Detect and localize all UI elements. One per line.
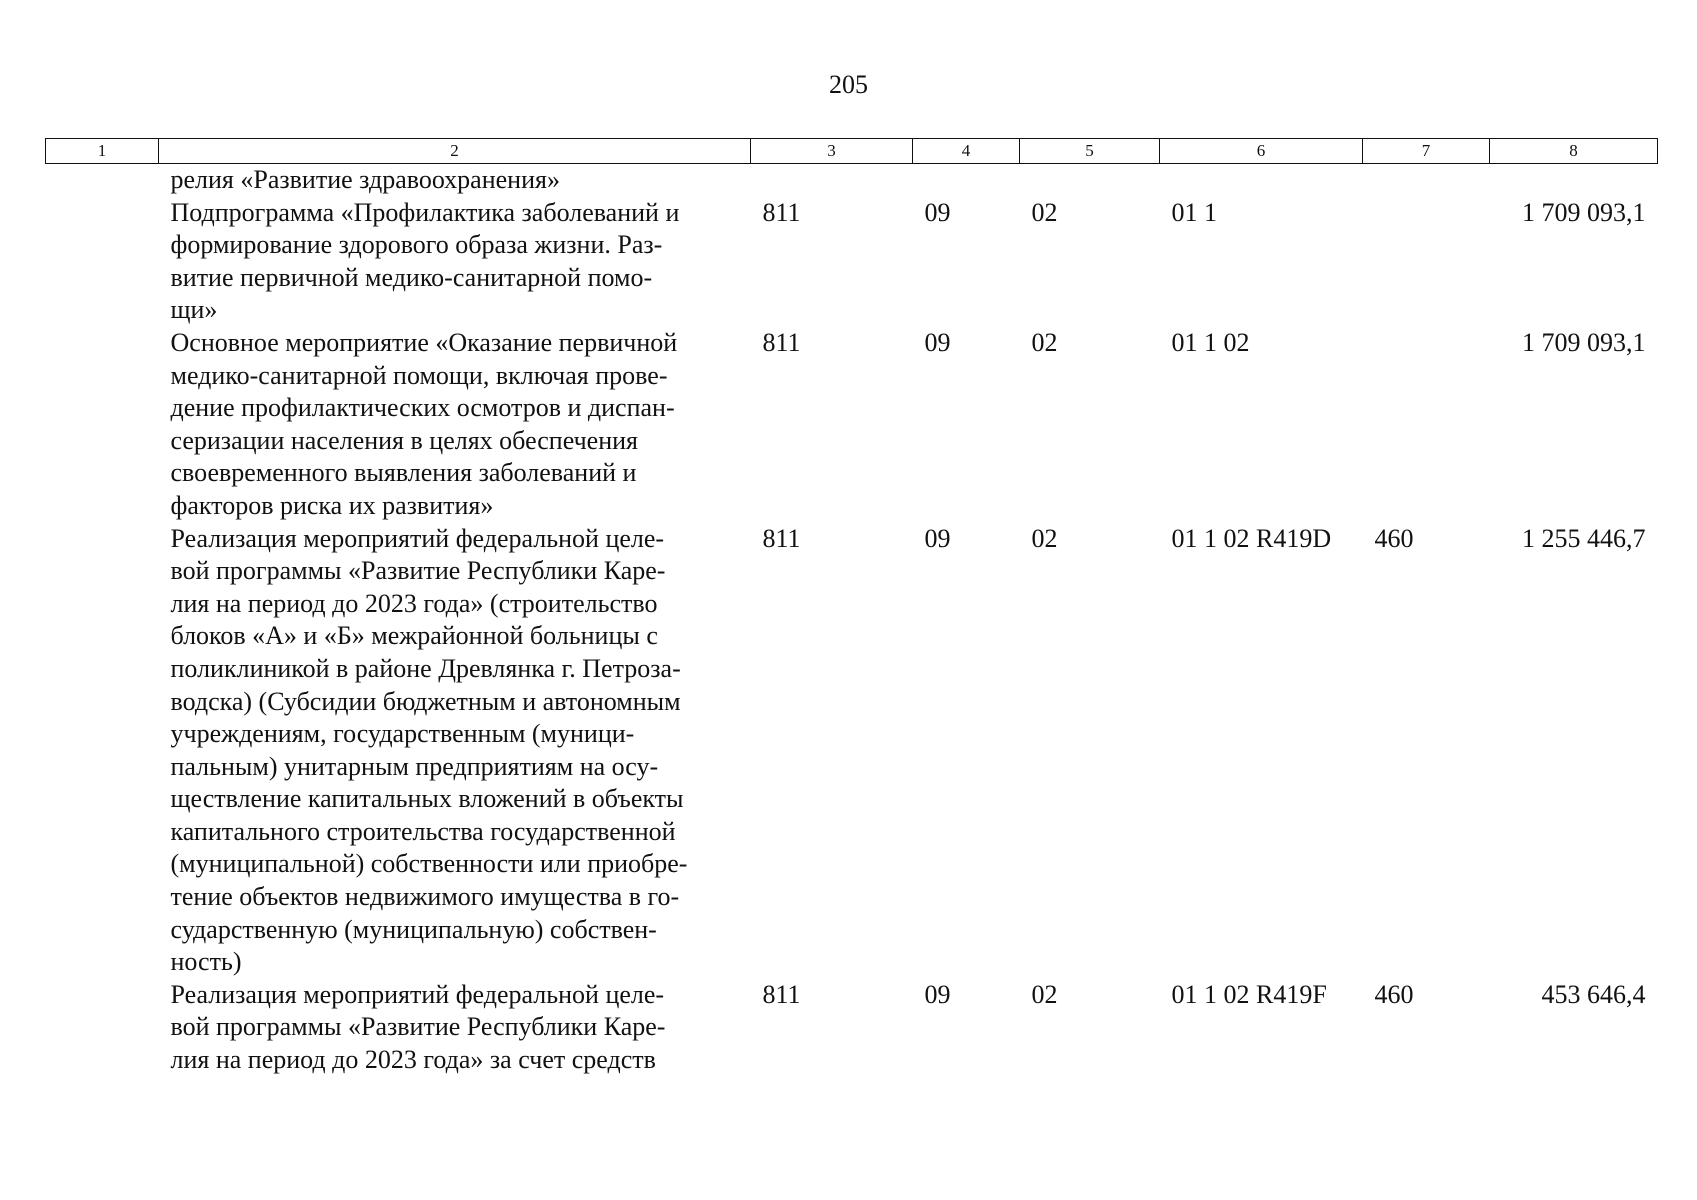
column-header-6: 6: [1160, 139, 1363, 164]
amount-value: 453 646,4: [1541, 979, 1646, 1009]
row-number-cell: [46, 979, 159, 1077]
subsection-code: 02: [1031, 197, 1058, 227]
table-header-row: [46, 139, 1658, 164]
column-header-7: 7: [1363, 139, 1490, 164]
row-description: Подпрограмма «Профилактика заболеваний и формирование здорового образа жизни. Раз- витие первичной медико-санитарной помо- щи»: [170, 197, 680, 325]
row-number-cell: [46, 523, 159, 979]
expense-type-code: [1363, 164, 1490, 197]
subsection-code: 02: [1031, 523, 1058, 553]
table-row: [46, 327, 1658, 523]
row-number-cell: [46, 164, 159, 197]
expense-type-code: 460: [1374, 979, 1414, 1009]
expense-type-code: 460: [1374, 523, 1414, 553]
target-article-code: 01 1 02 R419D: [1171, 523, 1332, 553]
section-code: [913, 164, 1020, 197]
row-number-cell: [46, 197, 159, 327]
subsection-code: 02: [1031, 327, 1058, 357]
table-row: [46, 164, 1658, 197]
amount-value: 1 255 446,7: [1522, 523, 1646, 553]
expense-type-code: [1363, 327, 1490, 523]
column-header-4: 4: [913, 139, 1020, 164]
target-article-code: [1160, 164, 1363, 197]
column-header-1: 1: [46, 139, 159, 164]
ministry-code: [751, 164, 913, 197]
row-description: Реализация мероприятий федеральной целе- вой программы «Развитие Республики Каре- лия на период до 2023 года» (строительство блоков «А» и «Б» межрайонной больницы с поликлиникой в районе Древлянка г. Петроза- водска) (Субсидии бюджетным и автономным учреждениям, государственным (муници- пальным) унитарным предприятиям на осу- ществление капитальных вложений в объекты капитального строительства государственной (муниципальной) собственности или приобре- тение объектов недвижимого имущества в го- сударственную (муниципальную) собствен- ность): [170, 523, 688, 977]
section-code: 09: [924, 327, 951, 357]
column-header-2: 2: [159, 139, 751, 164]
ministry-code: 811: [762, 979, 801, 1009]
row-description: Основное мероприятие «Оказание первичной медико-санитарной помощи, включая прове- дение профилактических осмотров и диспан- серизации населения в целях обеспечения своевременного выявления заболеваний и факторов риска их развития»: [170, 327, 678, 520]
section-code: 09: [924, 523, 951, 553]
section-code: 09: [924, 979, 951, 1009]
column-header-3: 3: [751, 139, 913, 164]
target-article-code: 01 1: [1171, 197, 1217, 227]
amount-value: [1490, 164, 1658, 197]
row-description: релия «Развитие здравоохранения»: [170, 165, 560, 194]
column-header-8: 8: [1490, 139, 1658, 164]
subsection-code: [1020, 164, 1160, 197]
ministry-code: 811: [762, 197, 801, 227]
target-article-code: 01 1 02: [1171, 327, 1250, 357]
row-description: Реализация мероприятий федеральной целе- вой программы «Развитие Республики Каре- лия на период до 2023 года» за счет средств: [170, 979, 666, 1075]
ministry-code: 811: [762, 327, 801, 357]
column-header-5: 5: [1020, 139, 1160, 164]
section-code: 09: [924, 197, 951, 227]
ministry-code: 811: [762, 523, 801, 553]
amount-value: 1 709 093,1: [1522, 327, 1646, 357]
page-number: 205: [829, 70, 868, 99]
expense-type-code: [1363, 197, 1490, 327]
table-row: [46, 523, 1658, 979]
table-row: [46, 197, 1658, 327]
row-number-cell: [46, 327, 159, 523]
target-article-code: 01 1 02 R419F: [1171, 979, 1327, 1009]
amount-value: 1 709 093,1: [1522, 197, 1646, 227]
subsection-code: 02: [1031, 979, 1058, 1009]
table-row: [46, 979, 1658, 1077]
budget-table: [45, 138, 1658, 1077]
